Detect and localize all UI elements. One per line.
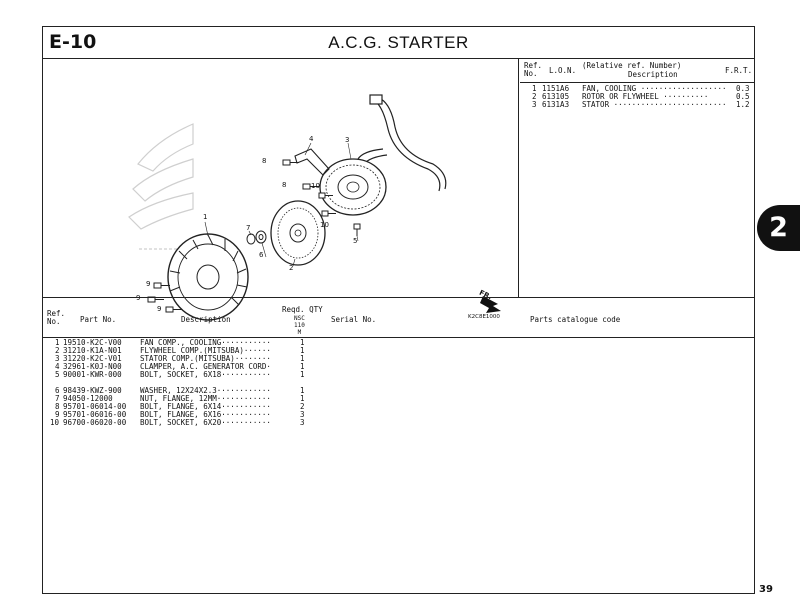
callout-label: 7 <box>246 224 251 232</box>
col-ref-no: Ref. No. <box>47 309 66 326</box>
clamper-bracket <box>295 149 329 175</box>
col-frt: F.R.T. <box>725 66 753 75</box>
frt: 0.3 <box>736 84 750 93</box>
ref-desc: ROTOR OR FLYWHEEL ·········· <box>582 92 709 101</box>
ref-desc: FAN, COOLING ··················· <box>582 84 727 93</box>
qty: 1 <box>300 338 305 347</box>
col-relative-ref: (Relative ref. Number) <box>582 61 682 70</box>
qty: 1 <box>300 346 305 355</box>
part-no: 96700-06020-00 <box>63 418 127 427</box>
part-desc: BOLT, SOCKET, 6X20··········· <box>140 418 271 427</box>
catalog-page-frame <box>42 26 755 594</box>
part-desc: BOLT, SOCKET, 6X18··········· <box>140 370 271 379</box>
col-ref-no: Ref. No. <box>524 61 543 78</box>
callout-label: 9 <box>146 280 151 288</box>
col-part-no: Part No. <box>80 315 117 324</box>
ref-desc: STATOR ························· <box>582 100 727 109</box>
part-no: 90001-KWR-000 <box>63 370 122 379</box>
qty: 1 <box>300 386 305 395</box>
qty: 1 <box>300 362 305 371</box>
part-no: 95701-06014-00 <box>63 402 127 411</box>
qty: 3 <box>300 418 305 427</box>
ref-no: 1 <box>532 84 537 93</box>
qty: 1 <box>300 354 305 363</box>
figure-code: K2C8E1000 <box>468 314 500 320</box>
lon: 613105 <box>542 92 570 101</box>
parts-table-header <box>43 298 754 338</box>
callout-label: 5 <box>353 237 358 245</box>
callout-label: 2 <box>289 264 294 272</box>
part-desc: WASHER, 12X24X2.3············ <box>140 386 271 395</box>
part-desc: CLAMPER, A.C. GENERATOR CORD· <box>140 362 271 371</box>
page-header <box>43 27 754 59</box>
ref-no: 5 <box>55 370 60 379</box>
callout-label: 10 <box>320 221 329 229</box>
ref-no: 6 <box>55 386 60 395</box>
callout-label: 6 <box>259 251 264 259</box>
watermark-wings <box>129 124 193 249</box>
callout-label: 8 <box>262 157 267 165</box>
ref-no: 8 <box>55 402 60 411</box>
callout-label: 1 <box>203 213 208 221</box>
part-desc: BOLT, FLANGE, 6X14··········· <box>140 402 271 411</box>
callout-label: 10 <box>311 182 320 190</box>
qty: 1 <box>300 394 305 403</box>
ref-no: 7 <box>55 394 60 403</box>
part-desc: FLYWHEEL COMP.(MITSUBA)······ <box>140 346 271 355</box>
qty: 2 <box>300 402 305 411</box>
ref-row <box>520 100 755 109</box>
page-number: 39 <box>759 584 773 595</box>
ref-no: 10 <box>50 418 60 427</box>
ref-no: 9 <box>55 410 60 419</box>
callout-label: 3 <box>345 136 350 144</box>
callout-label: 8 <box>282 181 287 189</box>
callout-label: 9 <box>136 294 141 302</box>
lon: 6131A3 <box>542 100 570 109</box>
part-no: 31210-K1A-N01 <box>63 346 122 355</box>
callout-label: 4 <box>309 135 314 143</box>
part-no: 94050-12000 <box>63 394 113 403</box>
ref-no: 1 <box>55 338 60 347</box>
ref-no: 4 <box>55 362 60 371</box>
qty: 1 <box>300 370 305 379</box>
col-catalogue-code: Parts catalogue code <box>530 315 621 324</box>
section-code: E-10 <box>49 31 97 53</box>
chapter-tab: 2 <box>757 205 800 251</box>
col-reqd-qty: Reqd. QTY <box>282 305 323 314</box>
table-row <box>43 371 754 380</box>
frt: 0.5 <box>736 92 750 101</box>
table-row <box>43 419 754 428</box>
callout-label: 9 <box>157 305 162 313</box>
col-lon: L.O.N. <box>549 66 577 75</box>
part-no: 19510-K2C-V00 <box>63 338 122 347</box>
col-description: Description <box>628 70 678 79</box>
col-serial-no: Serial No. <box>331 315 377 324</box>
qty: 3 <box>300 410 305 419</box>
front-label: FR. <box>477 288 494 302</box>
part-no: 95701-06016-00 <box>63 410 127 419</box>
part-desc: FAN COMP., COOLING··········· <box>140 338 271 347</box>
frt: 1.2 <box>736 100 750 109</box>
part-desc: NUT, FLANGE, 12MM············ <box>140 394 271 403</box>
parts-list-table <box>43 297 754 595</box>
stator <box>320 159 386 215</box>
ref-panel-header <box>520 59 755 83</box>
ref-no: 3 <box>55 354 60 363</box>
col-qty-model: NSC 110 M <box>294 315 305 336</box>
ref-no: 2 <box>532 92 537 101</box>
part-desc: BOLT, FLANGE, 6X16··········· <box>140 410 271 419</box>
flywheel <box>271 201 325 265</box>
part-no: 98439-KWZ-900 <box>63 386 122 395</box>
ref-no: 2 <box>55 346 60 355</box>
page-title: A.C.G. STARTER <box>328 33 469 52</box>
part-no: 32961-K0J-N00 <box>63 362 122 371</box>
col-description: Description <box>181 315 231 324</box>
ref-number-panel <box>520 59 755 297</box>
acg-starter-illustration <box>43 59 519 297</box>
part-desc: STATOR COMP.(MITSUBA)········ <box>140 354 271 363</box>
part-no: 31220-K2C-V01 <box>63 354 122 363</box>
lon: 1151A6 <box>542 84 570 93</box>
ref-no: 3 <box>532 100 537 109</box>
